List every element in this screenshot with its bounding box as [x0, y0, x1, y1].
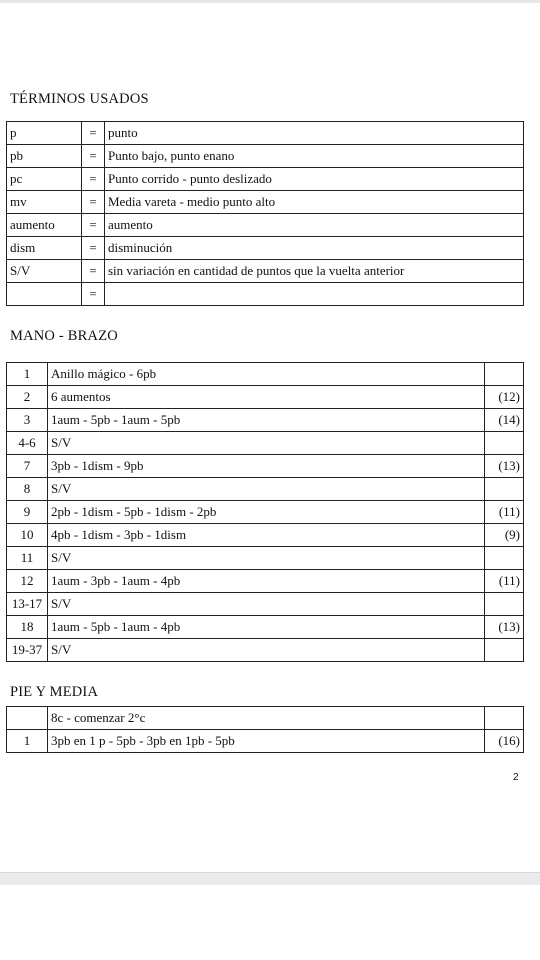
instruction-cell: S/V: [48, 432, 485, 455]
definition-cell: Punto bajo, punto enano: [105, 145, 524, 168]
definition-cell: sin variación en cantidad de puntos que la vuelta anterior: [105, 260, 524, 283]
pie-media-table: [6, 706, 524, 753]
page-number: 2: [513, 772, 519, 783]
stitch-count-cell: [485, 593, 524, 616]
table-row: [7, 145, 524, 168]
table-row: [7, 501, 524, 524]
table-row: [7, 639, 524, 662]
stitch-count-cell: (9): [485, 524, 524, 547]
table-row: [7, 191, 524, 214]
instruction-cell: 1aum - 3pb - 1aum - 4pb: [48, 570, 485, 593]
table-row: [7, 214, 524, 237]
equals-cell: =: [82, 283, 105, 306]
round-number-cell: 8: [7, 478, 48, 501]
stitch-count-cell: [485, 639, 524, 662]
mano-brazo-table: [6, 362, 524, 662]
instruction-cell: Anillo mágico - 6pb: [48, 363, 485, 386]
table-row: [7, 570, 524, 593]
round-number-cell: 2: [7, 386, 48, 409]
stitch-count-cell: (11): [485, 570, 524, 593]
stitch-count-cell: [485, 707, 524, 730]
round-number-cell: 18: [7, 616, 48, 639]
definition-cell: Punto corrido - punto deslizado: [105, 168, 524, 191]
round-number-cell: 19-37: [7, 639, 48, 662]
table-row: [7, 616, 524, 639]
top-edge: [0, 0, 540, 3]
table-row: [7, 237, 524, 260]
table-row: [7, 283, 524, 306]
instruction-cell: 6 aumentos: [48, 386, 485, 409]
instruction-cell: S/V: [48, 547, 485, 570]
definition-cell: aumento: [105, 214, 524, 237]
equals-cell: =: [82, 145, 105, 168]
round-number-cell: 7: [7, 455, 48, 478]
stitch-count-cell: (14): [485, 409, 524, 432]
term-cell: mv: [7, 191, 82, 214]
round-number-cell: 10: [7, 524, 48, 547]
mano-heading: MANO - BRAZO: [10, 328, 118, 344]
instruction-cell: 3pb en 1 p - 5pb - 3pb en 1pb - 5pb: [48, 730, 485, 753]
equals-cell: =: [82, 168, 105, 191]
stitch-count-cell: (11): [485, 501, 524, 524]
stitch-count-cell: [485, 547, 524, 570]
term-cell: aumento: [7, 214, 82, 237]
definition-cell: punto: [105, 122, 524, 145]
stitch-count-cell: (12): [485, 386, 524, 409]
instruction-cell: 1aum - 5pb - 1aum - 5pb: [48, 409, 485, 432]
table-row: [7, 593, 524, 616]
table-row: [7, 409, 524, 432]
table-row: [7, 168, 524, 191]
table-row: [7, 432, 524, 455]
terms-table: [6, 121, 524, 306]
definition-cell: disminución: [105, 237, 524, 260]
round-number-cell: 1: [7, 363, 48, 386]
table-row: [7, 547, 524, 570]
stitch-count-cell: (13): [485, 616, 524, 639]
instruction-cell: 1aum - 5pb - 1aum - 4pb: [48, 616, 485, 639]
table-row: [7, 707, 524, 730]
stitch-count-cell: (13): [485, 455, 524, 478]
definition-cell: [105, 283, 524, 306]
round-number-cell: 13-17: [7, 593, 48, 616]
table-row: [7, 455, 524, 478]
definition-cell: Media vareta - medio punto alto: [105, 191, 524, 214]
table-row: [7, 730, 524, 753]
table-row: [7, 260, 524, 283]
instruction-cell: S/V: [48, 478, 485, 501]
table-row: [7, 386, 524, 409]
terms-heading: TÉRMINOS USADOS: [10, 91, 149, 107]
instruction-cell: 4pb - 1dism - 3pb - 1dism: [48, 524, 485, 547]
equals-cell: =: [82, 191, 105, 214]
instruction-cell: 3pb - 1dism - 9pb: [48, 455, 485, 478]
round-number-cell: [7, 707, 48, 730]
round-number-cell: 9: [7, 501, 48, 524]
term-cell: pc: [7, 168, 82, 191]
instruction-cell: 2pb - 1dism - 5pb - 1dism - 2pb: [48, 501, 485, 524]
round-number-cell: 1: [7, 730, 48, 753]
stitch-count-cell: (16): [485, 730, 524, 753]
pie-heading: PIE Y MEDIA: [10, 684, 99, 700]
stitch-count-cell: [485, 363, 524, 386]
table-row: [7, 122, 524, 145]
round-number-cell: 11: [7, 547, 48, 570]
term-cell: [7, 283, 82, 306]
round-number-cell: 4-6: [7, 432, 48, 455]
equals-cell: =: [82, 260, 105, 283]
term-cell: S/V: [7, 260, 82, 283]
table-row: [7, 524, 524, 547]
stitch-count-cell: [485, 478, 524, 501]
bottom-edge: [0, 872, 540, 885]
equals-cell: =: [82, 237, 105, 260]
table-row: [7, 478, 524, 501]
table-row: [7, 363, 524, 386]
stitch-count-cell: [485, 432, 524, 455]
round-number-cell: 3: [7, 409, 48, 432]
equals-cell: =: [82, 122, 105, 145]
instruction-cell: S/V: [48, 639, 485, 662]
equals-cell: =: [82, 214, 105, 237]
round-number-cell: 12: [7, 570, 48, 593]
term-cell: dism: [7, 237, 82, 260]
instruction-cell: S/V: [48, 593, 485, 616]
term-cell: pb: [7, 145, 82, 168]
term-cell: p: [7, 122, 82, 145]
instruction-cell: 8c - comenzar 2°c: [48, 707, 485, 730]
